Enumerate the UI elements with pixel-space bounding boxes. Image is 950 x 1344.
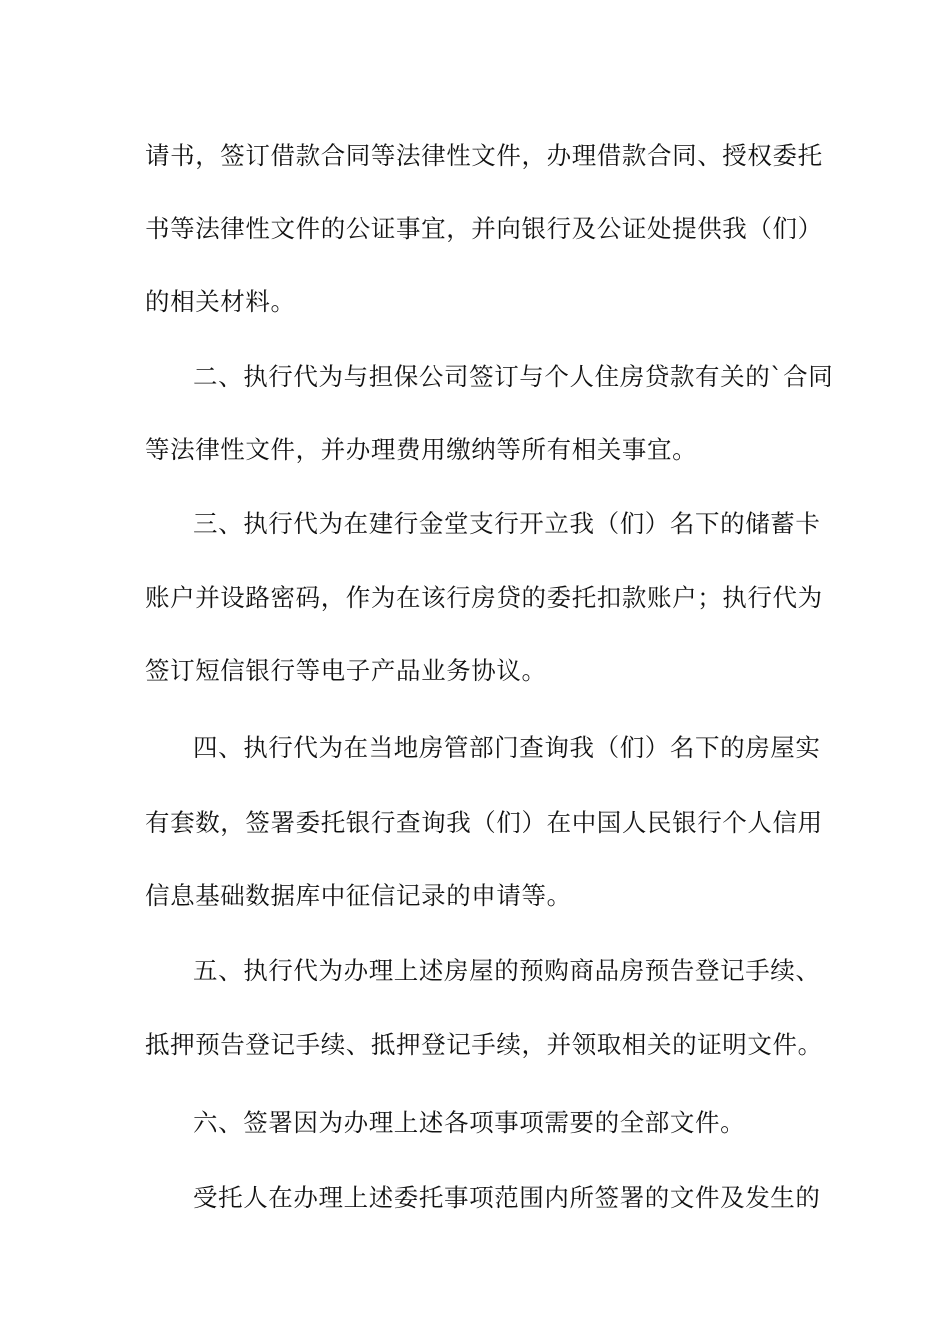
text-line-11: 信息基础数据库中征信记录的申请等。 xyxy=(145,881,572,910)
text-line-1: 请书，签订借款合同等法律性文件，办理借款合同、授权委托 xyxy=(145,141,823,170)
text-line-6: 三、执行代为在建行金堂支行开立我（们）名下的储蓄卡 xyxy=(193,509,821,538)
text-line-3: 的相关材料。 xyxy=(145,287,296,316)
text-line-13: 抵押预告登记手续、抵押登记手续，并领取相关的证明文件。 xyxy=(145,1030,823,1059)
text-line-8: 签订短信银行等电子产品业务协议。 xyxy=(145,656,547,685)
text-line-5: 等法律性文件，并办理费用缴纳等所有相关事宜。 xyxy=(145,435,698,464)
text-line-2: 书等法律性文件的公证事宜，并向银行及公证处提供我（们） xyxy=(145,214,823,243)
text-line-4: 二、执行代为与担保公司签订与个人住房贷款有关的`合同 xyxy=(193,362,834,391)
text-line-15: 受托人在办理上述委托事项范围内所签署的文件及发生的 xyxy=(193,1183,821,1212)
text-line-9: 四、执行代为在当地房管部门查询我（们）名下的房屋实 xyxy=(193,733,821,762)
text-line-7: 账户并设路密码，作为在该行房贷的委托扣款账户；执行代为 xyxy=(145,583,823,612)
text-line-10: 有套数，签署委托银行查询我（们）在中国人民银行个人信用 xyxy=(145,808,823,837)
text-line-12: 五、执行代为办理上述房屋的预购商品房预告登记手续、 xyxy=(193,956,821,985)
text-line-14: 六、签署因为办理上述各项事项需要的全部文件。 xyxy=(193,1108,746,1137)
